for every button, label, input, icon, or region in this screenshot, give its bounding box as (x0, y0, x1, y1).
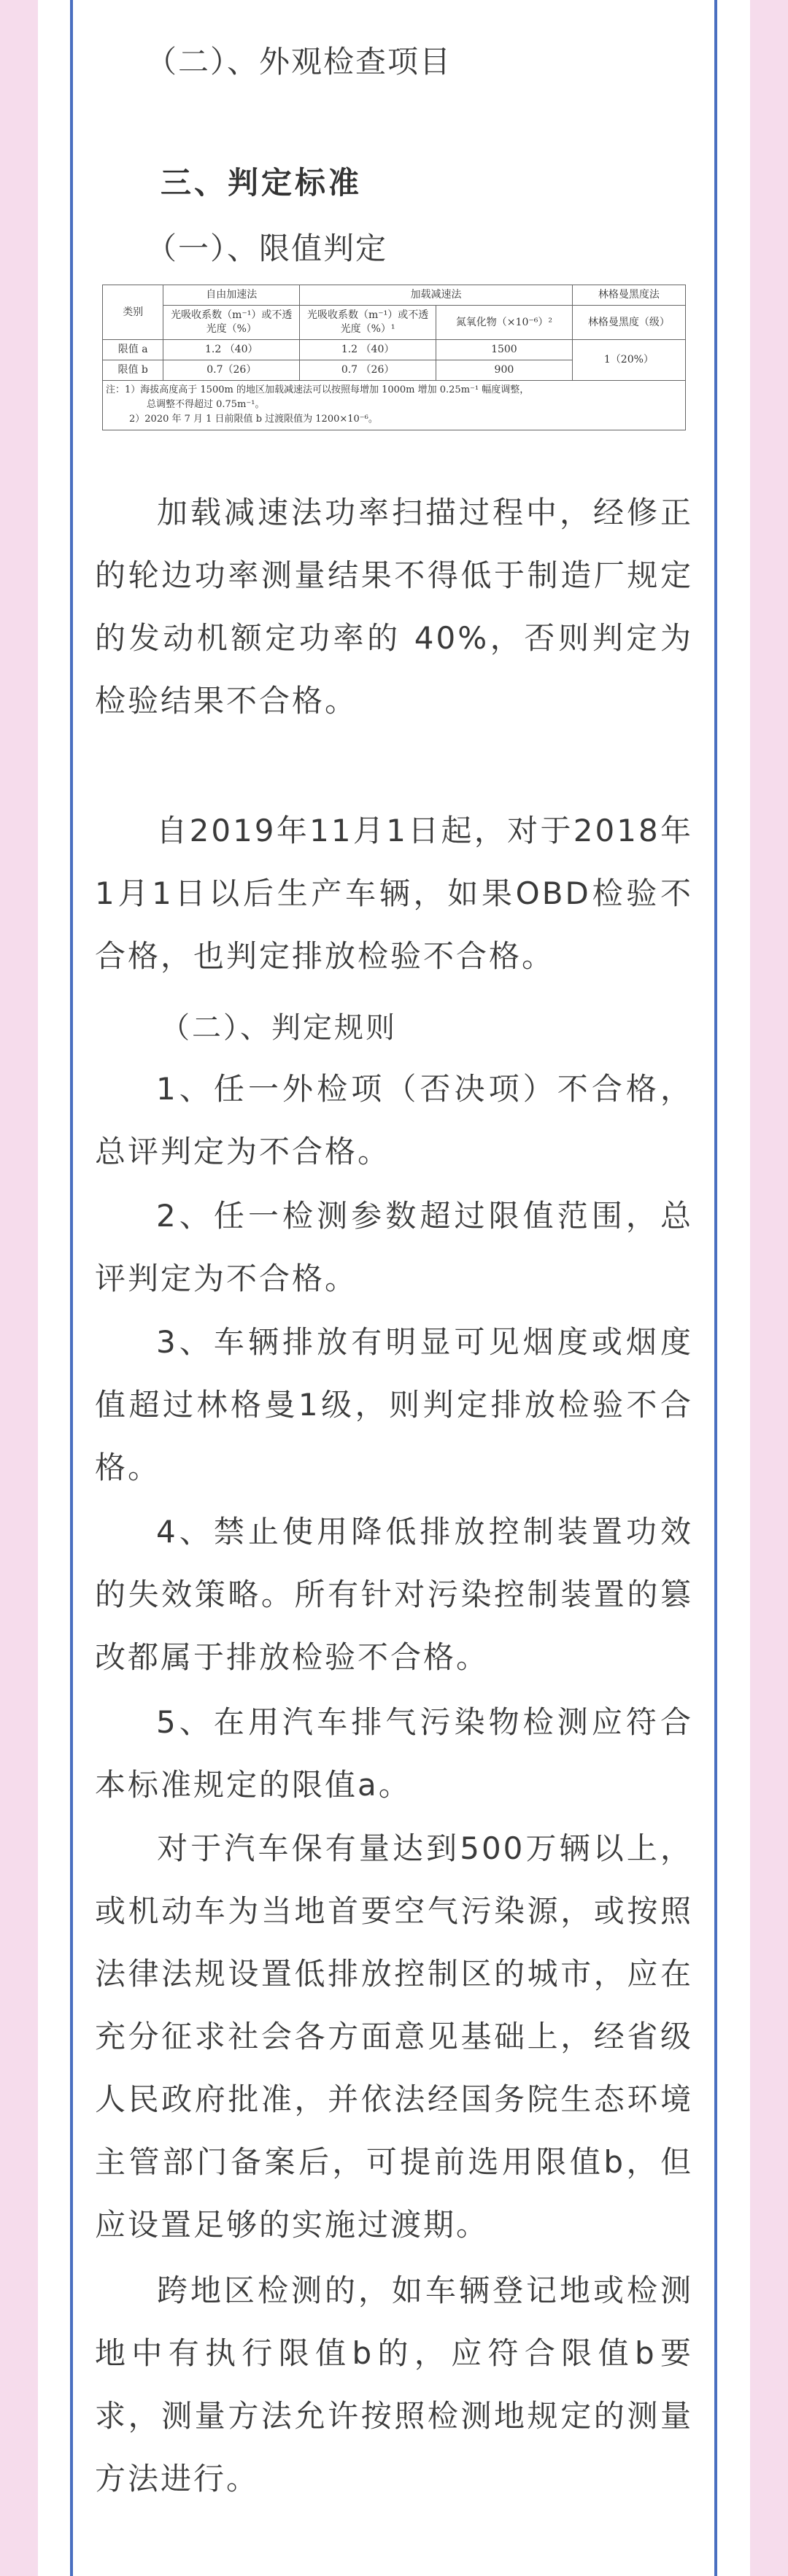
paragraph-text: 加载减速法功率扫描过程中，经修正的轮边功率测量结果不得低于制造厂规定的发动机额定功率的 40%，否则判定为检验结果不合格。 (95, 495, 693, 719)
section-heading-appearance-check: （二）、外观检查项目 (146, 44, 452, 80)
table-subheader-ringelmann-level: 林格曼黑度（级） (572, 306, 685, 340)
table-cell: 1500 (436, 340, 573, 360)
subsection-heading-rules: （二）、判定规则 (161, 1011, 397, 1045)
rule-4 (95, 1501, 693, 1689)
subsection-heading-limit: （一）、限值判定 (146, 231, 388, 266)
paragraph-cross-region (95, 2259, 693, 2510)
right-frame-line (714, 0, 717, 2576)
paragraph-text: 1、任一外检项（否决项）不合格，总评判定为不合格。 (95, 1071, 693, 1169)
table-cell: 900 (436, 360, 573, 381)
paragraph-text: 对于汽车保有量达到500万辆以上，或机动车为当地首要空气污染源，或按照法律法规设置低排放控制区的城市，应在充分征求社会各方面意见基础上，经省级人民政府批准，并依法经国务院生态环境主管部门备案后，可提前选用限值b，但应设置足够的实施过渡期。 (95, 1830, 693, 2243)
right-border-band (750, 0, 788, 2576)
limit-value-table (102, 285, 686, 430)
table-cell: 限值 b (103, 360, 163, 381)
table-cell: 1.2 （40） (300, 340, 436, 360)
table-subheader-nox: 氮氧化物（×10⁻⁶）² (436, 306, 573, 340)
rule-1 (95, 1058, 693, 1183)
paragraph-text: 2、任一检测参数超过限值范围，总评判定为不合格。 (95, 1198, 693, 1296)
table-note-line: 注：1）海拔高度高于 1500m 的地区加载减速法可以按照每增加 1000m 增加 0.25m⁻¹ 幅度调整， (106, 384, 530, 395)
paragraph-text: 自2019年11月1日起，对于2018年1月1日以后生产车辆，如果OBD检验不合格，也判定排放检验不合格。 (95, 813, 693, 974)
paragraph-text: 5、在用汽车排气污染物检测应符合本标准规定的限值a。 (95, 1704, 693, 1803)
paragraph-obd (95, 800, 693, 988)
table-cell: 1.2 （40） (163, 340, 300, 360)
table-note-line: 总调整不得超过 0.75m⁻¹。 (147, 399, 265, 410)
table-cell: 0.7（26） (163, 360, 300, 381)
left-frame-line (70, 0, 73, 2576)
table-cell: 限值 a (103, 340, 163, 360)
table-subheader-absorption-2: 光吸收系数（m⁻¹）或不透光度（%）¹ (300, 306, 436, 340)
rule-3 (95, 1311, 693, 1499)
paragraph-text: 3、车辆排放有明显可见烟度或烟度值超过林格曼1级，则判定排放检验不合格。 (95, 1324, 693, 1485)
rule-2 (95, 1185, 693, 1310)
paragraph-text: 4、禁止使用降低排放控制装置功效的失效策略。所有针对污染控制装置的篡改都属于排放检验不合格。 (95, 1514, 693, 1675)
table-header-lug-down: 加载减速法 (300, 285, 573, 306)
table-cell: 0.7 （26） (300, 360, 436, 381)
paragraph-text: 跨地区检测的，如车辆登记地或检测地中有执行限值b的，应符合限值b要求，测量方法允许按照检测地规定的测量方法进行。 (95, 2273, 693, 2496)
rule-5 (95, 1691, 693, 1817)
table-subheader-absorption-1: 光吸收系数（m⁻¹）或不透光度（%） (163, 306, 300, 340)
section-heading-criteria: 三、判定标准 (161, 165, 363, 201)
table-header-free-accel: 自由加速法 (163, 285, 300, 306)
paragraph-limit-b (95, 1817, 693, 2256)
table-row (103, 340, 686, 360)
table-cell-ringelmann-value: 1（20%） (572, 340, 685, 381)
left-border-band (0, 0, 38, 2576)
paragraph-power-scan (95, 481, 693, 732)
table-note-line: 2）2020 年 7 月 1 日前限值 b 过渡限值为 1200×10⁻⁶。 (129, 414, 378, 425)
table-header-type: 类别 (103, 285, 163, 340)
table-notes (102, 381, 686, 430)
table-header-ringelmann: 林格曼黑度法 (572, 285, 685, 306)
